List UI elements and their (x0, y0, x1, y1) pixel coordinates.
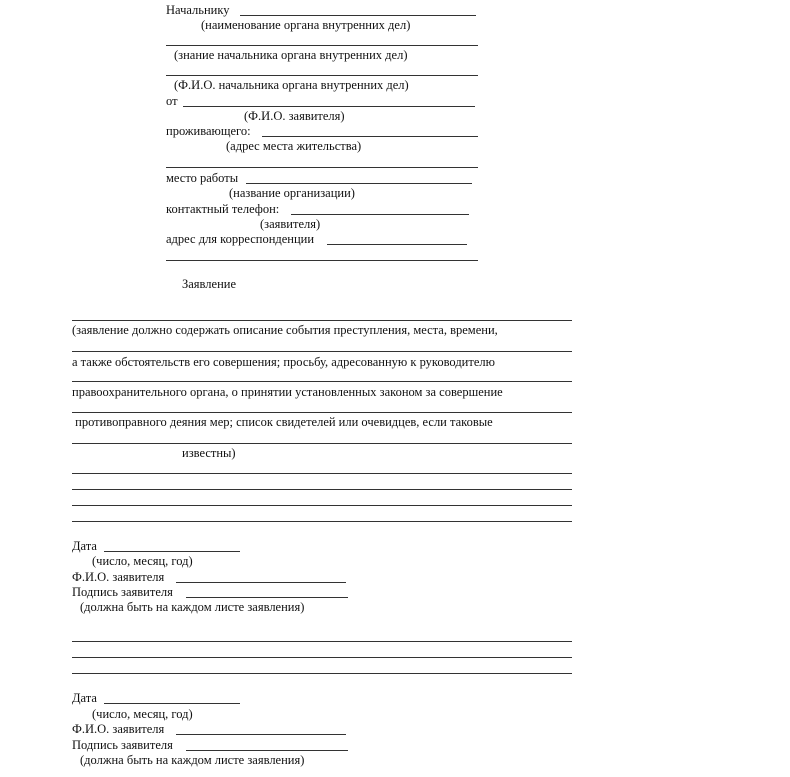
date-hint: (число, месяц, год) (92, 554, 193, 568)
body-line-5: известны) (182, 446, 236, 460)
body-line-3: правоохранительного органа, о принятии установленных законом за совершение (72, 385, 503, 399)
applicant-sign-hint: (должна быть на каждом листе заявления) (80, 753, 305, 767)
separator-rule-2 (72, 657, 572, 658)
work-label: место работы (166, 171, 239, 185)
to-line (240, 15, 476, 16)
applicant-name-label: Ф.И.О. заявителя (72, 722, 165, 736)
residing-label: проживающего: (166, 124, 251, 138)
work-hint: (название организации) (229, 186, 355, 200)
date-line (104, 703, 240, 704)
body-rule-6 (72, 473, 572, 474)
body-rule-7 (72, 489, 572, 490)
applicant-name-label: Ф.И.О. заявителя (72, 570, 165, 584)
rank-hint: (знание начальника органа внутренних дел) (174, 48, 408, 62)
body-line-2: а также обстоятельств его совершения; просьбу, адресованную к руководителю (72, 355, 495, 369)
residing-line (262, 136, 478, 137)
applicant-sign-label: Подпись заявителя (72, 738, 173, 752)
work-line (246, 183, 472, 184)
body-line-4: противоправного деяния мер; список свидетелей или очевидцев, если таковые (72, 415, 493, 429)
from-hint: (Ф.И.О. заявителя) (244, 109, 345, 123)
body-rule-5 (72, 443, 572, 444)
body-rule-8 (72, 505, 572, 506)
date-label: Дата (72, 691, 97, 705)
body-rule-3 (72, 381, 572, 382)
body-rule-9 (72, 521, 572, 522)
date-hint: (число, месяц, год) (92, 707, 193, 721)
separator-rule-1 (72, 641, 572, 642)
from-label: от (166, 94, 178, 108)
document-title: Заявление (182, 277, 237, 291)
chief-name-line (166, 75, 478, 76)
date-label: Дата (72, 539, 97, 553)
applicant-sign-line (186, 750, 348, 751)
date-line (104, 551, 240, 552)
phone-hint: (заявителя) (260, 217, 321, 231)
phone-label: контактный телефон: (166, 202, 280, 216)
applicant-name-line (176, 734, 346, 735)
header-end-line (166, 260, 478, 261)
body-line-1: (заявление должно содержать описание события преступления, места, времени, (72, 323, 498, 337)
applicant-sign-line (186, 597, 348, 598)
applicant-name-line (176, 582, 346, 583)
phone-line (291, 214, 469, 215)
to-label: Начальнику (166, 3, 230, 17)
mail-label: адрес для корреспонденции (166, 232, 315, 246)
from-line (183, 106, 475, 107)
residing-hint: (адрес места жительства) (226, 139, 362, 153)
to-hint: (наименование органа внутренних дел) (201, 18, 411, 32)
body-rule-4 (72, 412, 572, 413)
mail-line (327, 244, 467, 245)
separator-rule-3 (72, 673, 572, 674)
applicant-sign-hint: (должна быть на каждом листе заявления) (80, 600, 305, 614)
residing-line-2 (166, 167, 478, 168)
body-rule-1 (72, 320, 572, 321)
rank-line (166, 45, 478, 46)
body-rule-2 (72, 351, 572, 352)
applicant-sign-label: Подпись заявителя (72, 585, 173, 599)
chief-name-hint: (Ф.И.О. начальника органа внутренних дел) (174, 78, 409, 92)
